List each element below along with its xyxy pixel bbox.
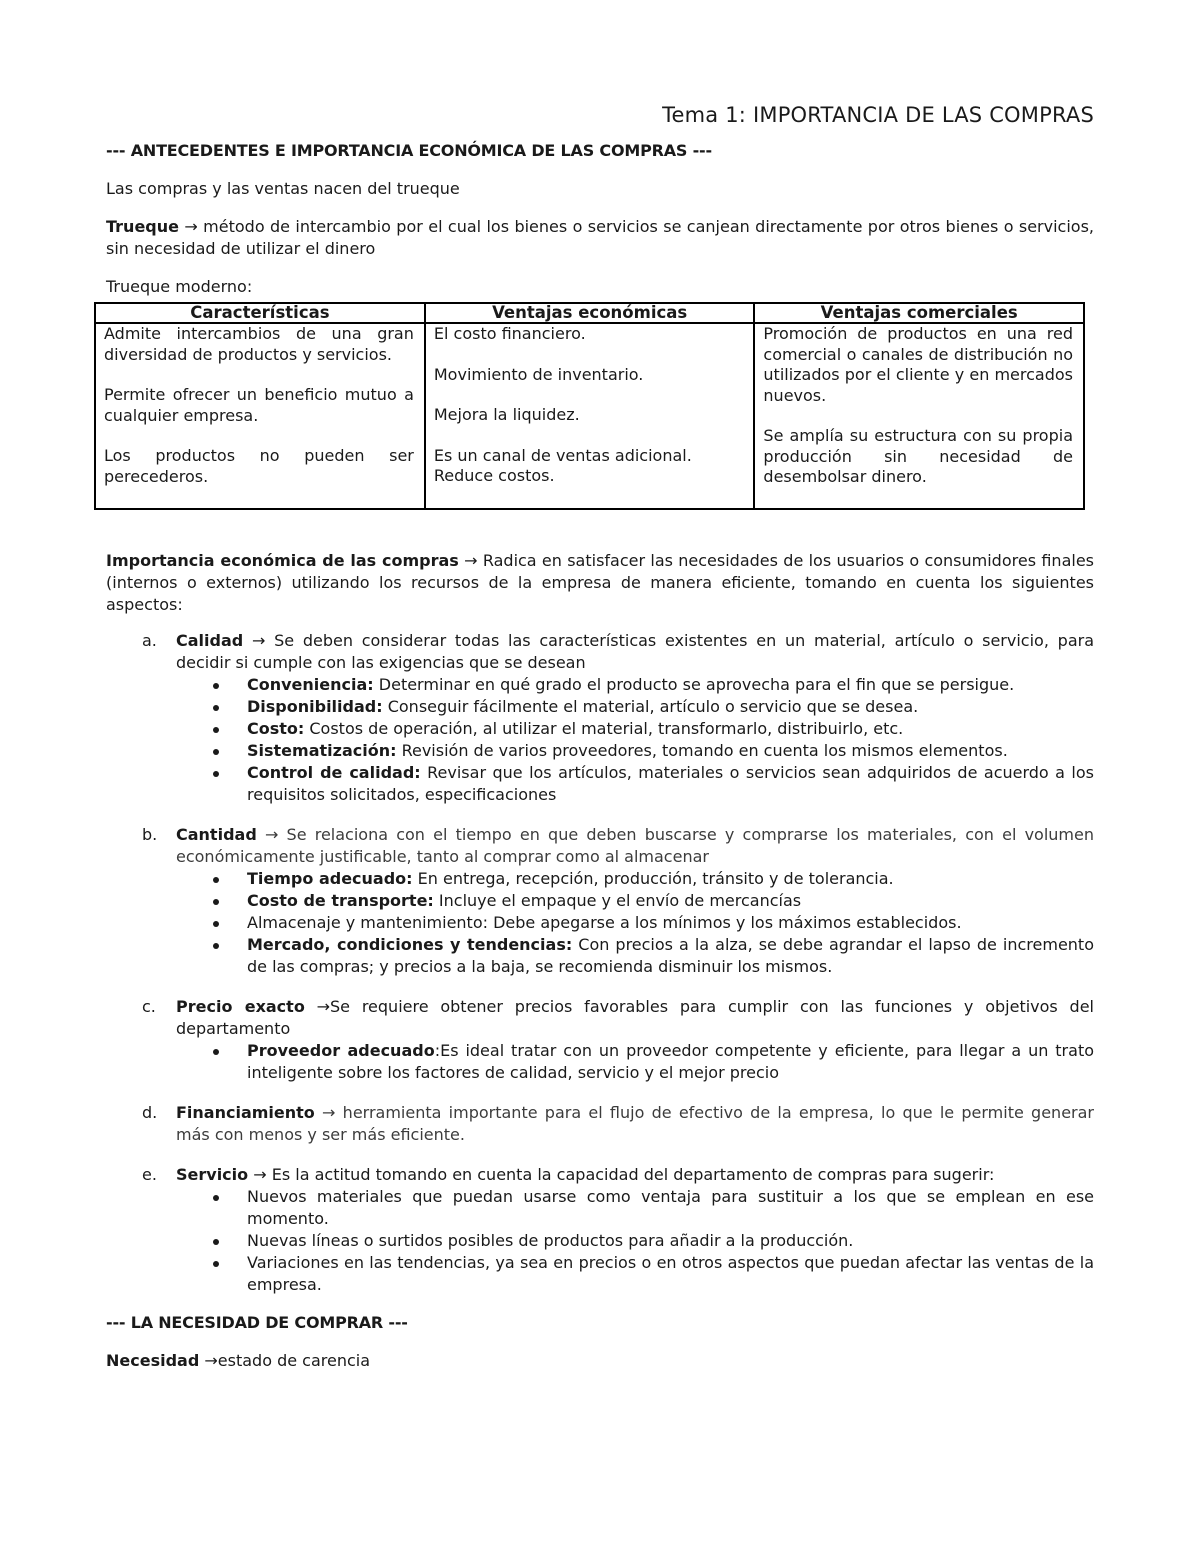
list-item-precio: c. Precio exacto →Se requiere obtener precios favorables para cumplir con las funciones y objetivos del departamento Proveedor adecuado:Es ideal tratar con un proveedor competente y eficiente, para llegar a un trato inteligente sobre los factores de calidad, servicio y el mejor precio [142, 996, 1095, 1082]
bullet-icon [213, 705, 219, 711]
necesidad-definition: Necesidad →estado de carencia [106, 1350, 371, 1370]
document-title: Tema 1: IMPORTANCIA DE LAS COMPRAS [662, 103, 1094, 127]
list-item: Costo de transporte: Incluye el empaque y el envío de mercancías [176, 890, 1094, 912]
bullet-icon [213, 877, 219, 883]
list-item: Almacenaje y mantenimiento: Debe apegarse a los mínimos y los máximos establecidos. [176, 912, 1094, 934]
list-item: Nuevos materiales que puedan usarse como ventaja para sustituir a los que se emplean en ese momento. [176, 1186, 1094, 1230]
list-item: Costo: Costos de operación, al utilizar el material, transformarlo, distribuirlo, etc. [176, 718, 1094, 740]
table-cell-ventajas-economicas: El costo financiero. Movimiento de inventario. Mejora la liquidez. Es un canal de ventas adicional. Reduce costos. [425, 323, 755, 509]
bullet-icon [213, 683, 219, 689]
list-item: Variaciones en las tendencias, ya sea en precios o en otros aspectos que puedan afectar las ventas de la empresa. [176, 1252, 1094, 1296]
list-item: Nuevas líneas o surtidos posibles de productos para añadir a la producción. [176, 1230, 1094, 1252]
trueque-moderno-label: Trueque moderno: [106, 277, 253, 296]
intro-paragraph: Las compras y las ventas nacen del trueque [106, 179, 460, 198]
list-item: Conveniencia: Determinar en qué grado el producto se aprovecha para el fin que se persigue. [176, 674, 1094, 696]
list-item: Disponibilidad: Conseguir fácilmente el material, artículo o servicio que se desea. [176, 696, 1094, 718]
list-item-financiamiento: d. Financiamiento → herramienta importante para el flujo de efectivo de la empresa, lo que le permite generar más con menos y ser más eficiente. [142, 1102, 1094, 1144]
trueque-definition: Trueque → método de intercambio por el cual los bienes o servicios se canjean directamente por otros bienes o servicios, sin necesidad de utilizar el dinero [106, 217, 1094, 258]
bullet-icon [213, 899, 219, 905]
table-header: Ventajas comerciales [754, 303, 1084, 323]
list-item: Sistematización: Revisión de varios proveedores, tomando en cuenta los mismos elementos. [176, 740, 1094, 762]
bullet-icon [213, 943, 219, 949]
table-header-row [95, 303, 1084, 323]
section-heading-antecedentes: --- ANTECEDENTES E IMPORTANCIA ECONÓMICA DE LAS COMPRAS --- [106, 141, 712, 160]
table-header: Ventajas económicas [425, 303, 755, 323]
list-item: Proveedor adecuado:Es ideal tratar con un proveedor competente y eficiente, para llegar a un trato inteligente sobre los factores de calidad, servicio y el mejor precio [176, 1040, 1094, 1084]
bullet-icon [213, 921, 219, 927]
bullet-icon [213, 1195, 219, 1201]
document-page [106, 104, 1094, 1372]
list-item: Tiempo adecuado: En entrega, recepción, producción, tránsito y de tolerancia. [176, 868, 1094, 890]
bullet-icon [213, 771, 219, 777]
list-item: Control de calidad: Revisar que los artículos, materiales o servicios sean adquiridos de acuerdo a los requisitos solicitados, especificaciones [176, 762, 1094, 806]
bullet-icon [213, 727, 219, 733]
list-item: Mercado, condiciones y tendencias: Con precios a la alza, se debe agrandar el lapso de incremento de las compras; y precios a la baja, se recomienda disminuir los mismos. [176, 934, 1094, 978]
trueque-table [94, 302, 1085, 510]
table-header: Características [95, 303, 425, 323]
section-heading-necesidad: --- LA NECESIDAD DE COMPRAR --- [106, 1312, 408, 1332]
bullet-icon [213, 1261, 219, 1267]
table-cell-ventajas-comerciales: Promoción de productos en una red comercial o canales de distribución no utilizados por el cliente y en mercados nuevos. Se amplía su estructura con su propia producción sin necesidad de desembolsar dinero. [754, 323, 1084, 509]
bullet-icon [213, 1239, 219, 1245]
table-cell-caracteristicas: Admite intercambios de una gran diversidad de productos y servicios. Permite ofrecer un beneficio mutuo a cualquier empresa. Los productos no pueden ser perecederos. [95, 323, 425, 509]
list-item-calidad: a. Calidad → Se deben considerar todas las características existentes en un material, artículo o servicio, para decidir si cumple con las exigencias que se desean Conveniencia: Determinar en qué grado el producto se aprovecha para el fin que se persigue. Disponibilidad: Conseguir fácilmente el material, artículo o servicio que se desea. Costo: Costos de operación, al utilizar el material, transformarlo, distribuirlo, etc. Sistematización: Revisión de varios proveedores, tomando en cuenta los mismos elementos. Control de calidad: Revisar que los artículos, materiales o servicios sean adquiridos de acuerdo a los requisitos solicitados, especificaciones [142, 630, 1095, 804]
bullet-icon [213, 1049, 219, 1055]
importancia-paragraph: Importancia económica de las compras → Radica en satisfacer las necesidades de los usuarios o consumidores finales (internos o externos) utilizando los recursos de la empresa de manera eficiente, tomando en cuenta los siguientes aspectos: [106, 550, 1094, 614]
list-item-cantidad: b. Cantidad → Se relaciona con el tiempo en que deben buscarse y comprarse los materiales, con el volumen económicamente justificable, tanto al comprar como al almacenar Tiempo adecuado: En entrega, recepción, producción, tránsito y de tolerancia. Costo de transporte: Incluye el empaque y el envío de mercancías Almacenaje y mantenimiento: Debe apegarse a los mínimos y los máximos establecidos. Mercado, condiciones y tendencias: Con precios a la alza, se debe agrandar el lapso de incremento de las compras; y precios a la baja, se recomienda disminuir los mismos. [142, 824, 1094, 976]
aspects-list [106, 630, 1094, 1296]
table-row [95, 323, 1084, 509]
list-item-servicio: e. Servicio → Es la actitud tomando en cuenta la capacidad del departamento de compras para sugerir: Nuevos materiales que puedan usarse como ventaja para sustituir a los que se emplean en ese momento. Nuevas líneas o surtidos posibles de productos para añadir a la producción. Variaciones en las tendencias, ya sea en precios o en otros aspectos que puedan afectar las ventas de la empresa. [142, 1164, 1094, 1294]
bullet-icon [213, 749, 219, 755]
